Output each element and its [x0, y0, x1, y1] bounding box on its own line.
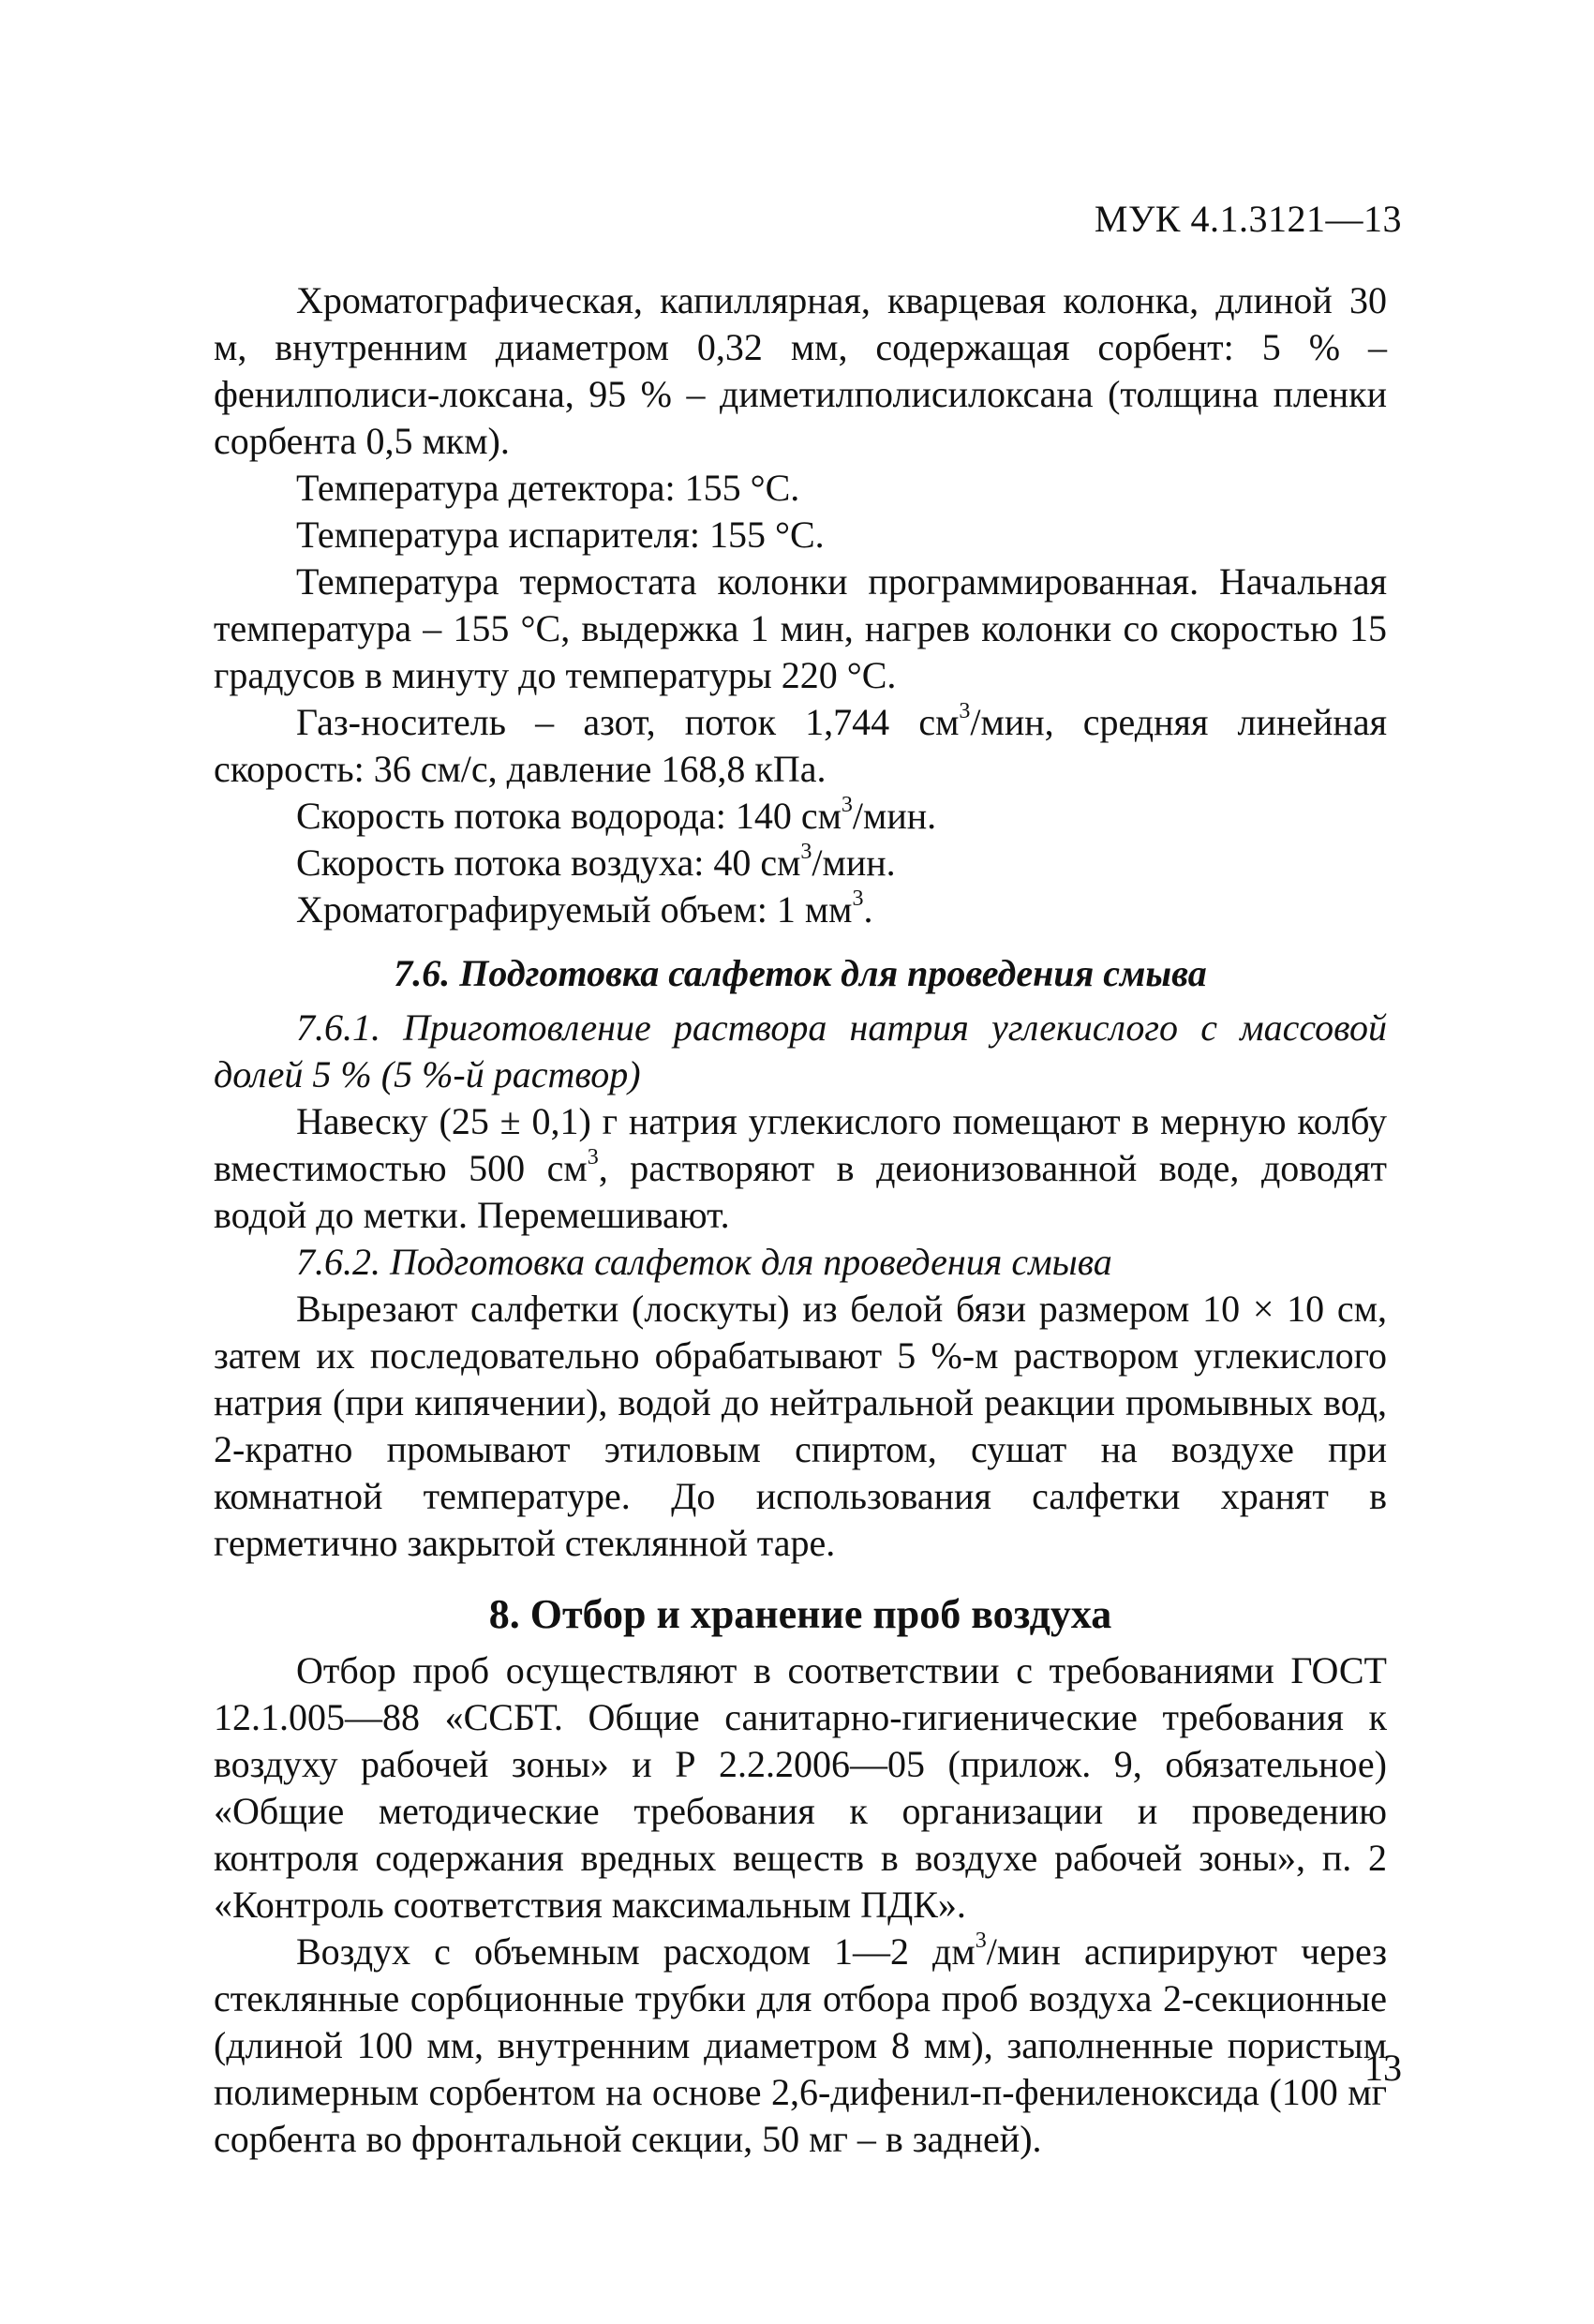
- chromatographed-volume: Хроматографируемый объем: 1 $мм^3$.: [296, 886, 873, 931]
- detector-temperature: Температура детектора: 155 °С.: [296, 467, 800, 509]
- section-7-6-2-text: Вырезают салфетки (лоскуты) из белой бязи размером 10 × 10 см, затем их последовательно обрабатывают 5 %-м раствором углекислого натрия (при кипячении), водой до нейтральной реакции промывных вод, 2-кратно промывают этиловым спиртом, сушат на воздухе при комнатной температуре. До использования салфетки хранят в герметично закрытой стеклянной таре.: [214, 1288, 1387, 1564]
- page-number: 13: [1364, 2047, 1402, 2089]
- carrier-gas: Газ-носитель – азот, поток 1,744 $см^3$/мин, средняя линейная скорость: 36 см/с, давление 168,8 кПа.: [214, 698, 1387, 790]
- section-8-title: 8. Отбор и хранение проб воздуха: [488, 1591, 1112, 1637]
- column-description: Хроматографическая, капиллярная, кварцевая колонка, длиной 30 м, внутренним диаметром 0,32 мм, содержащая сорбент: 5 % – фенилполиси-локсана, 95 % – диметилполисилоксана (толщина пленки сорбента 0,5 мкм).: [214, 279, 1387, 462]
- section-7-6-1-text: Навеску (25 ± 0,1) г натрия углекислого помещают в мерную колбу вместимостью 500 $см^3$, растворяют в деионизованной воде, доводят водой до метки. Перемешивают.: [214, 1100, 1388, 1236]
- section-7-6-title: 7.6. Подготовка салфеток для проведения смыва: [394, 952, 1207, 994]
- thermostat-temperature: Температура термостата колонки программированная. Начальная температура – 155 °С, выдержка 1 мин, нагрев колонки со скоростью 15 градусов в минуту до температуры 220 °С.: [214, 560, 1387, 696]
- document-code: МУК 4.1.3121—13: [1094, 198, 1402, 240]
- section-7-6-1-title: 7.6.1. Приготовление раствора натрия углекислого с массовой долей 5 % (5 %-й раствор): [214, 1006, 1387, 1095]
- section-7-6-2-title: 7.6.2. Подготовка салфеток для проведения смыва: [296, 1241, 1112, 1283]
- hydrogen-flow: Скорость потока водорода: 140 $см^3$/мин.: [296, 792, 937, 837]
- section-8-paragraph-2: Воздух с объемным расходом 1—2 $дм^3$/мин аспирируют через стеклянные сорбционные трубки для отбора проб воздуха 2-секционные (длиной 100 мм, внутренним диаметром 8 мм), заполненные пористым полимерным сорбентом на основе 2,6-дифенил-п-фениленоксида (100 мг сорбента во фронтальной секции, 50 мг – в задней).: [214, 1928, 1387, 2160]
- air-flow: Скорость потока воздуха: 40 $см^3$/мин.: [296, 839, 896, 884]
- page-content: [214, 277, 1387, 2163]
- section-8-paragraph-1: Отбор проб осуществляют в соответствии с требованиями ГОСТ 12.1.005—88 «ССБТ. Общие санитарно-гигиенические требования к воздуху рабочей зоны» и Р 2.2.2006—05 (прилож. 9, обязательное) «Общие методические требования к организации и проведению контроля содержания вредных веществ в воздухе рабочей зоны», п. 2 «Контроль соответствия максимальным ПДК».: [214, 1649, 1387, 1926]
- evaporator-temperature: Температура испарителя: 155 °С.: [296, 514, 825, 556]
